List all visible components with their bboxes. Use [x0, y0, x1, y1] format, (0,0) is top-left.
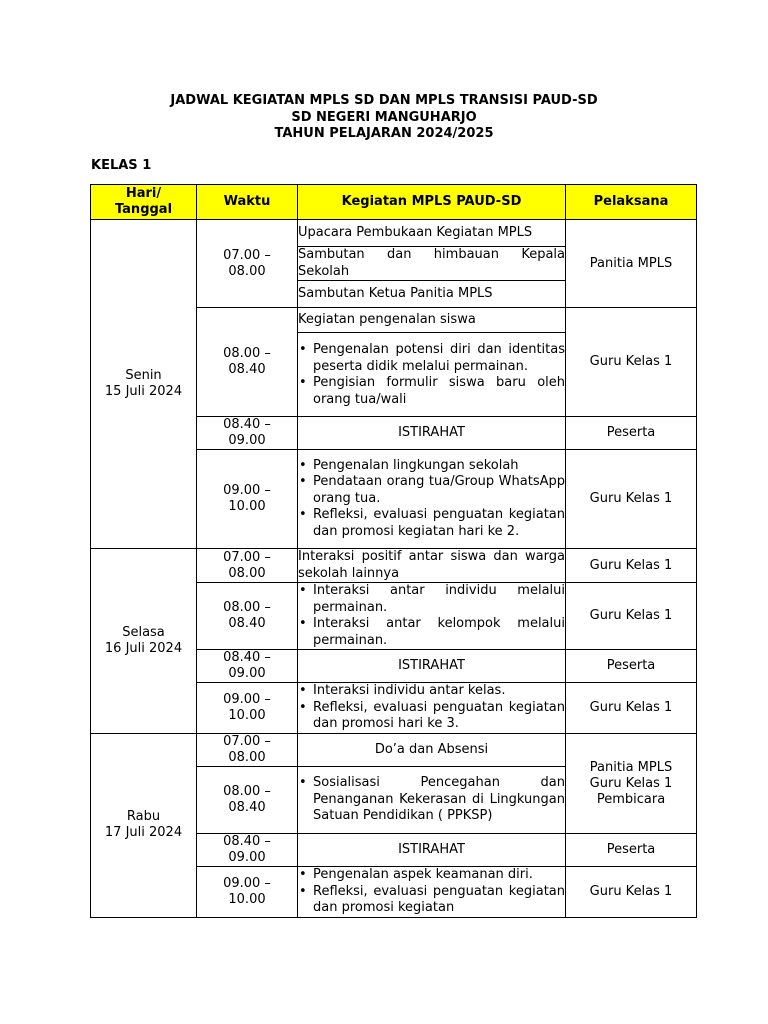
list-item: • Interaksi individu antar kelas.: [298, 683, 565, 700]
pelaksana-line: Guru Kelas 1: [589, 775, 673, 791]
day-name: Rabu: [126, 809, 161, 825]
title-line-2: SD NEGERI MANGUHARJO: [291, 109, 477, 125]
time-end: 10.00: [228, 499, 266, 514]
time-end: 09.00: [228, 666, 266, 681]
table-header-row: [91, 185, 697, 220]
time-cell: [197, 450, 298, 549]
time-cell: [197, 767, 298, 834]
table-row: [91, 734, 697, 767]
list-item: • Sosialisasi Pencegahan dan Penanganan Kekerasan di Lingkungan Satuan Pendidikan ( PPKSP): [298, 775, 565, 825]
time-start: 07.00 –: [223, 734, 271, 749]
activity-cell: Upacara Pembukaan Kegiatan MPLS: [298, 220, 566, 247]
kelas-label: KELAS 1: [91, 158, 152, 173]
time-cell: [197, 867, 298, 918]
list-item: • Refleksi, evaluasi penguatan kegiatan dan promosi kegiatan: [298, 884, 565, 917]
day-date: 16 Juli 2024: [104, 641, 183, 656]
time-cell: [197, 220, 298, 308]
activity-bullets: [298, 775, 565, 825]
activity-cell: [298, 583, 566, 650]
time-cell: [197, 583, 298, 650]
time-start: 07.00 –: [223, 247, 271, 263]
list-item: • Pengenalan lingkungan sekolah: [298, 458, 565, 475]
time-cell: [197, 834, 298, 867]
time-end: 08.40: [228, 362, 266, 377]
day-date: 15 Juli 2024: [104, 384, 183, 399]
pelaksana-cell: Peserta: [566, 417, 697, 450]
pelaksana-cell: Peserta: [566, 650, 697, 683]
list-item: • Pengenalan aspek keamanan diri.: [298, 867, 565, 884]
day-cell-rabu: [91, 734, 197, 918]
list-item: • Refleksi, evaluasi penguatan kegiatan dan promosi kegiatan hari ke 2.: [298, 507, 565, 540]
time-start: 08.40 –: [223, 650, 271, 665]
list-item: • Interaksi antar individu melalui permainan.: [298, 583, 565, 616]
header-hari-tanggal: [91, 185, 197, 220]
day-name: Selasa: [122, 625, 165, 640]
time-start: 07.00 –: [223, 549, 271, 565]
pelaksana-cell: Guru Kelas 1: [566, 450, 697, 549]
pelaksana-cell: Guru Kelas 1: [566, 683, 697, 734]
time-end: 08.00: [228, 750, 266, 765]
activity-bullets: [298, 683, 565, 733]
title-line-1: JADWAL KEGIATAN MPLS SD DAN MPLS TRANSISI PAUD-SD: [170, 93, 598, 108]
time-start: 08.40 –: [223, 417, 271, 432]
activity-cell: [298, 767, 566, 834]
pelaksana-cell: Peserta: [566, 834, 697, 867]
table-row: [91, 549, 697, 583]
pelaksana-line: Pembicara: [596, 791, 666, 807]
activity-bullets: [298, 583, 565, 649]
time-start: 08.40 –: [223, 834, 271, 849]
time-start: 08.00 –: [223, 784, 271, 799]
activity-bullets: [298, 342, 565, 408]
header-hari-line1: Hari/: [125, 186, 162, 201]
header-hari-line2: Tanggal: [114, 202, 173, 217]
header-waktu: Waktu: [197, 185, 298, 220]
time-start: 09.00 –: [223, 692, 271, 707]
time-end: 10.00: [228, 708, 266, 723]
time-start: 09.00 –: [223, 875, 271, 891]
time-start: 08.00 –: [223, 600, 271, 615]
activity-cell: Interaksi positif antar siswa dan warga sekolah lainnya: [298, 549, 565, 581]
day-name: Senin: [125, 368, 162, 383]
pelaksana-cell: Guru Kelas 1: [566, 549, 697, 583]
time-start: 09.00 –: [223, 483, 271, 498]
title-line-3: TAHUN PELAJARAN 2024/2025: [274, 126, 494, 141]
list-item: • Pendataan orang tua/Group WhatsApp orang tua.: [298, 474, 565, 507]
time-cell: [197, 683, 298, 734]
activity-heading: Kegiatan pengenalan siswa: [298, 308, 566, 333]
activity-cell: Sambutan Ketua Panitia MPLS: [298, 281, 566, 308]
day-date: 17 Juli 2024: [104, 825, 183, 841]
activity-bullets: [298, 458, 565, 541]
time-end: 09.00: [228, 433, 266, 448]
pelaksana-line: Panitia MPLS: [589, 759, 673, 775]
activity-cell: [298, 333, 566, 417]
time-end: 08.00: [228, 263, 266, 279]
activity-text: Sambutan dan himbauan Kepala Sekolah: [298, 247, 565, 279]
pelaksana-cell: Guru Kelas 1: [566, 308, 697, 417]
header-pelaksana: Pelaksana: [566, 185, 697, 220]
time-cell: [197, 417, 298, 450]
pelaksana-cell: Guru Kelas 1: [566, 867, 697, 918]
time-end: 09.00: [228, 850, 266, 865]
time-cell: [197, 734, 298, 767]
time-end: 08.00: [228, 565, 266, 581]
pelaksana-cell: Panitia MPLS: [566, 220, 697, 308]
time-start: 08.00 –: [223, 346, 271, 361]
list-item: • Pengenalan potensi diri dan identitas peserta didik melalui permainan.: [298, 342, 565, 375]
activity-bullets: [298, 867, 565, 917]
activity-cell: ISTIRAHAT: [298, 417, 566, 450]
day-cell-selasa: [91, 549, 197, 734]
activity-cell: ISTIRAHAT: [298, 650, 566, 683]
activity-cell: [298, 683, 566, 734]
header-kegiatan: Kegiatan MPLS PAUD-SD: [298, 185, 566, 220]
activity-cell: ISTIRAHAT: [298, 834, 566, 867]
time-cell: [197, 308, 298, 417]
time-end: 10.00: [228, 891, 266, 907]
activity-cell: [298, 867, 566, 918]
time-end: 08.40: [228, 616, 266, 631]
day-cell-senin: [91, 220, 197, 549]
list-item: • Refleksi, evaluasi penguatan kegiatan dan promosi hari ke 3.: [298, 700, 565, 733]
pelaksana-cell: [566, 734, 697, 834]
table-row: [91, 220, 697, 247]
document-title: [0, 93, 768, 143]
activity-cell: Do’a dan Absensi: [298, 734, 566, 767]
schedule-table: [90, 184, 697, 918]
list-item: • Pengisian formulir siswa baru oleh orang tua/wali: [298, 375, 565, 408]
time-cell: [197, 650, 298, 683]
time-cell: [197, 549, 298, 583]
list-item: • Interaksi antar kelompok melalui permainan.: [298, 616, 565, 649]
activity-cell: [298, 247, 566, 281]
pelaksana-cell: Guru Kelas 1: [566, 583, 697, 650]
activity-cell: [298, 450, 566, 549]
time-end: 08.40: [228, 800, 266, 815]
